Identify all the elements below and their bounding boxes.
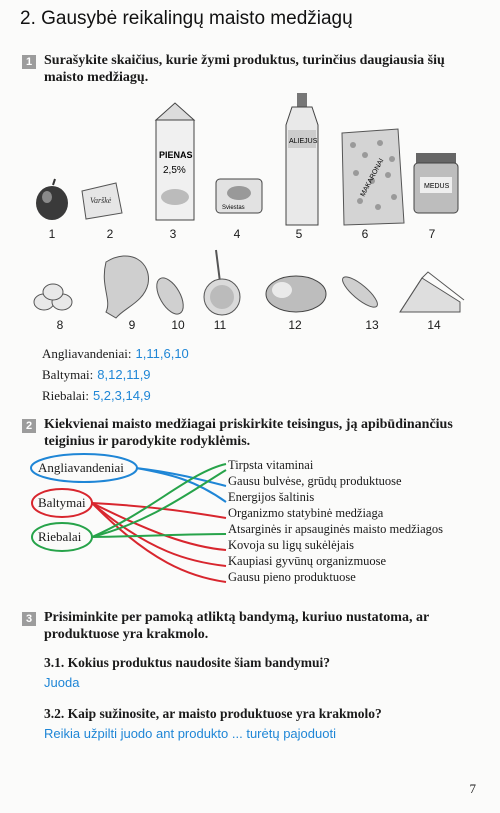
chicken-leg-image: [104, 256, 148, 318]
match-left-carbs: Angliavandeniai: [38, 460, 124, 475]
answer-label-proteins: Baltymai:: [42, 367, 94, 382]
products-row-2: [20, 242, 480, 320]
curd-package-image: [82, 183, 122, 219]
pasta-bag-image: [342, 129, 404, 225]
svg-text:MAKARONAI: MAKARONAI: [359, 157, 386, 198]
page-number: 7: [469, 781, 476, 796]
product-number: 9: [128, 318, 136, 332]
match-left-proteins: Baltymai: [38, 495, 86, 510]
product-number: 13: [365, 318, 379, 332]
subquestion-3-2: 3.2. Kaip sužinosite, ar maisto produktuose yra krakmolo?: [44, 706, 382, 721]
match-right-statement: Kovoja su ligų sukėlėjais: [228, 538, 355, 552]
products-row-1: [20, 85, 480, 235]
svg-text:MEDUS: MEDUS: [424, 183, 450, 190]
product-number: 8: [56, 318, 64, 332]
product-number: 10: [171, 318, 185, 332]
match-right-statement: Tirpsta vitaminai: [228, 458, 314, 472]
question-3-text: Prisiminkite per pamoką atliktą bandymą, kuriuo nustatoma, ar produktuose yra krakmolo.: [44, 610, 429, 642]
product-number: 3: [169, 227, 177, 241]
answer-label-fats: Riebalai:: [42, 388, 89, 403]
apple-image: [36, 179, 68, 220]
oil-bottle-image: [286, 93, 318, 225]
grain-image: [204, 250, 240, 315]
fish-image: [151, 274, 188, 319]
match-right-statement: Gausu bulvėse, grūdų produktuose: [228, 474, 402, 488]
question-2-number: 2: [22, 419, 36, 433]
svg-text:PIENAS: PIENAS: [159, 150, 193, 160]
butter-tin-image: [216, 179, 262, 213]
honey-jar-image: [414, 153, 458, 213]
product-number: 5: [295, 227, 303, 241]
answer-value-carbs: 1,11,6,10: [135, 346, 189, 361]
match-right-statement: Atsarginės ir apsauginės maisto medžiagos: [228, 522, 444, 536]
product-number: 12: [288, 318, 302, 332]
product-number: 2: [106, 227, 114, 241]
svg-text:Sviestas: Sviestas: [222, 205, 245, 211]
product-number: 6: [361, 227, 369, 241]
product-number: 11: [213, 318, 227, 332]
page-title: 2. Gausybė reikalingų maisto medžiagų: [20, 8, 353, 29]
question-3-number: 3: [22, 612, 36, 626]
match-left-fats: Riebalai: [38, 529, 82, 544]
match-right-statement: Kaupiasi gyvūnų organizmuose: [228, 554, 387, 568]
subquestion-3-1: 3.1. Kokius produktus naudosite šiam bandymui?: [44, 655, 330, 670]
match-right-statement: Organizmo statybinė medžiaga: [228, 506, 384, 520]
svg-text:Varškė: Varškė: [90, 196, 112, 205]
eggs-image: [34, 284, 72, 310]
answer-3-2: Reikia užpilti juodo ant produkto ... turėtų pajoduoti: [44, 726, 336, 741]
match-right-statement: Gausu pieno produktuose: [228, 570, 356, 584]
baguette-image: [339, 272, 382, 311]
product-number: 1: [48, 227, 56, 241]
product-number: 4: [233, 227, 241, 241]
answer-value-proteins: 8,12,11,9: [97, 367, 151, 382]
bread-loaf-image: [266, 276, 326, 312]
product-number: 7: [428, 227, 436, 241]
question-1-number: 1: [22, 55, 36, 69]
answer-value-fats: 5,2,3,14,9: [92, 388, 151, 403]
product-number: 14: [427, 318, 441, 332]
question-1-text: Surašykite skaičius, kurie žymi produktus, turinčius daugiausia šių maisto medžiagų.: [44, 53, 445, 85]
proteins-arrows: [92, 503, 226, 582]
milk-carton-image: [156, 103, 194, 220]
svg-text:2,5%: 2,5%: [163, 165, 186, 176]
answer-label-carbs: Angliavandeniai:: [42, 346, 132, 361]
match-right-statement: Energijos šaltinis: [228, 490, 315, 504]
cake-image: [400, 272, 464, 312]
answer-3-1: Juoda: [44, 675, 80, 690]
svg-text:ALIEJUS: ALIEJUS: [289, 138, 318, 145]
question-2-text: Kiekvienai maisto medžiagai priskirkite teisingus, ją apibūdinančius teiginius ir parodykite rodyklėmis.: [44, 417, 453, 449]
